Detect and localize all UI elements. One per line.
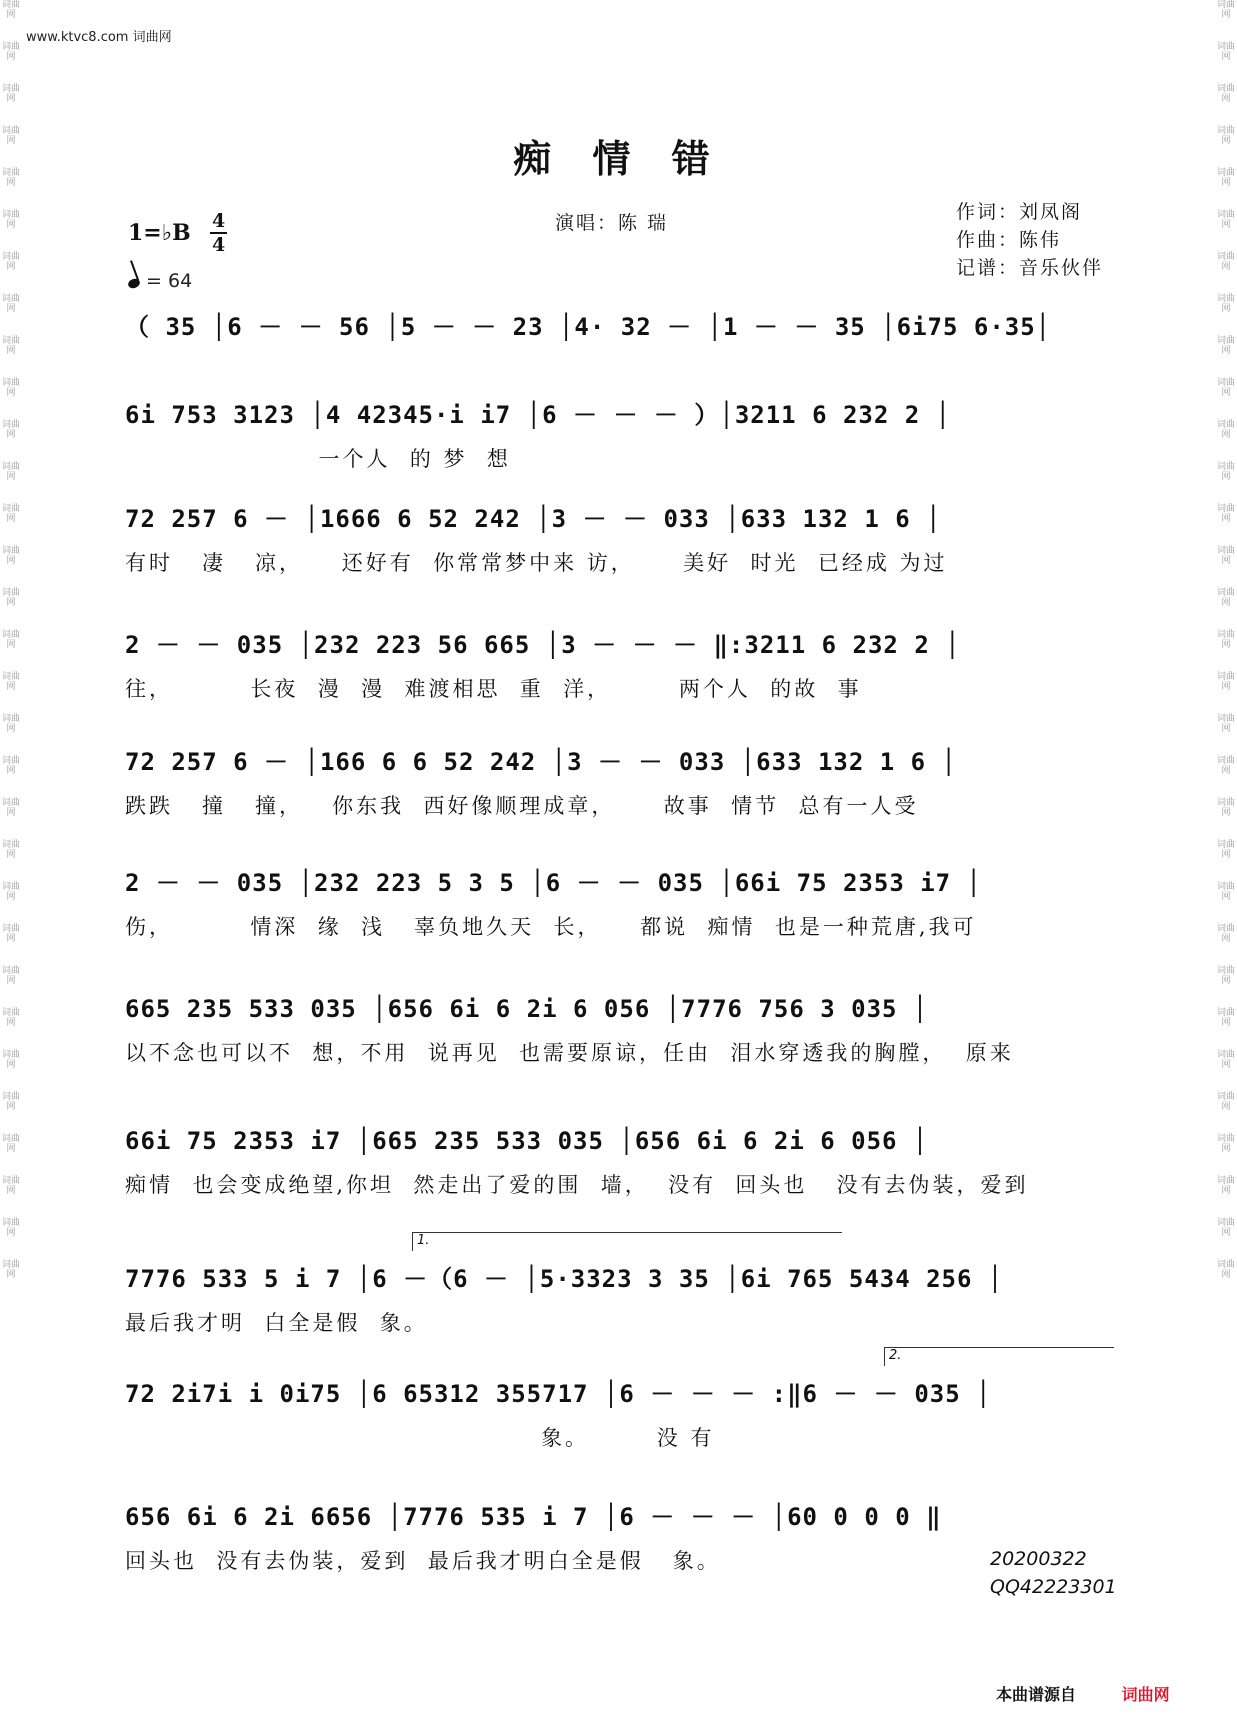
lyric-line: 往， 长夜 漫 漫 难渡相思 重 洋， 两个人 的故 事 bbox=[125, 677, 862, 701]
notation-line: 72 257 6 － │166 6 6 52 242 │3 － － 033 │633 132 1 6 │ bbox=[125, 748, 958, 776]
score-row-10 bbox=[125, 1377, 1120, 1453]
score-row-11 bbox=[125, 1500, 1120, 1576]
lyric-line: 伤， 情深 缘 浅 辜负地久天 长， 都说 痴情 也是一种荒唐,我可 bbox=[125, 915, 977, 939]
notation-line: 6i 753 3123 │4 42345·i i7 │6 － － － ）│3211 6 232 2 │ bbox=[125, 401, 952, 429]
right-watermark-strip: 词曲网 词曲网 词曲网 词曲网 词曲网 词曲网 词曲网 词曲网 词曲网 词曲网 词曲网 词曲网 词曲网 词曲网 词曲网 词曲网 词曲网 词曲网 词曲网 词曲网 词曲网 词曲网 词曲网 词曲网 词曲网 词曲网 词曲网 词曲网 词曲网 词曲网 词曲网 bbox=[1217, 0, 1235, 1280]
notation-line: 72 257 6 － │1666 6 52 242 │3 － － 033 │633 132 1 6 │ bbox=[125, 505, 942, 533]
footer-brand-link[interactable]: 词曲网 bbox=[1121, 1685, 1170, 1704]
notation-line: 2 － － 035 │232 223 56 665 │3 － － － ‖:3211 6 232 2 │ bbox=[125, 631, 961, 659]
lyric-line: 痴情 也会变成绝望,你坦 然走出了爱的围 墙， 没有 回头也 没有去伪装，爱到 bbox=[125, 1173, 1029, 1197]
meter-top: 4 bbox=[212, 210, 226, 232]
site-header bbox=[26, 26, 172, 45]
quarter-note-icon bbox=[127, 277, 141, 290]
tempo-marking bbox=[128, 270, 192, 292]
lyric-line: 一个人 的 梦 想 bbox=[125, 447, 511, 471]
score-row-7 bbox=[125, 992, 1120, 1068]
volta-second-ending: 2. bbox=[884, 1347, 1114, 1366]
notation-line: 665 235 533 035 │656 6i 6 2i 6 056 │7776 756 3 035 │ bbox=[125, 995, 929, 1023]
lyric-line: 象。 没 有 bbox=[125, 1426, 715, 1450]
notation-line: 72 2i7i i 0i75 │6 65312 355717 │6 － － － :‖6 － － 035 │ bbox=[125, 1380, 992, 1408]
lyricist: 作词：刘凤阁 bbox=[956, 201, 1083, 223]
singer: 演唱：陈 瑞 bbox=[555, 212, 669, 234]
score-row-3 bbox=[125, 502, 1120, 578]
site-url: www.ktvc8.com bbox=[26, 30, 129, 45]
meter-bottom: 4 bbox=[212, 234, 226, 256]
score-row-4 bbox=[125, 628, 1120, 704]
left-watermark-strip: 词曲网 词曲网 词曲网 词曲网 词曲网 词曲网 词曲网 词曲网 词曲网 词曲网 词曲网 词曲网 词曲网 词曲网 词曲网 词曲网 词曲网 词曲网 词曲网 词曲网 词曲网 词曲网 词曲网 词曲网 词曲网 词曲网 词曲网 词曲网 词曲网 词曲网 词曲网 bbox=[2, 0, 20, 1280]
time-signature bbox=[210, 210, 227, 256]
lyric-line: 有时 凄 凉， 还好有 你常常梦中来 访， 美好 时光 已经成 为过 bbox=[125, 551, 948, 575]
score-row-2 bbox=[125, 398, 1120, 474]
site-name: 词曲网 bbox=[132, 30, 172, 45]
notation-line: 7776 533 5 i 7 │6 －（6 － │5·3323 3 35 │6i 765 5434 256 │ bbox=[125, 1265, 1004, 1293]
date-line: 20200322 bbox=[990, 1548, 1087, 1570]
notation-line: 656 6i 6 2i 6656 │7776 535 i 7 │6 － － － │60 0 0 0 ‖ bbox=[125, 1503, 942, 1531]
score-row-6 bbox=[125, 866, 1120, 942]
score-row-9 bbox=[125, 1262, 1120, 1338]
tempo-value: = 64 bbox=[146, 270, 193, 292]
lyric-line: 回头也 没有去伪装，爱到 最后我才明白全是假 象。 bbox=[125, 1549, 721, 1573]
notation-line: 2 － － 035 │232 223 5 3 5 │6 － － 035 │66i 75 2353 i7 │ bbox=[125, 869, 983, 897]
credits bbox=[956, 198, 1103, 282]
notation-line: 66i 75 2353 i7 │665 235 533 035 │656 6i 6 2i 6 056 │ bbox=[125, 1127, 929, 1155]
notation-line: （ 35 │6 － － 56 │5 － － 23 │4· 32 － │1 － － 35 │6i75 6·35│ bbox=[125, 313, 1052, 341]
qq-line: QQ42223301 bbox=[990, 1576, 1117, 1598]
lyric-line: 跌跌 撞 撞， 你东我 西好像顺理成章， 故事 情节 总有一人受 bbox=[125, 794, 919, 818]
score-row-1 bbox=[125, 310, 1120, 386]
transcriber: 记谱：音乐伙伴 bbox=[956, 257, 1104, 279]
footer-source: 本曲谱源自 bbox=[996, 1685, 1077, 1704]
song-title: 痴 情 错 bbox=[513, 136, 724, 181]
transcription-date bbox=[990, 1545, 1117, 1601]
lyric-line: 以不念也可以不 想，不用 说再见 也需要原谅，任由 泪水穿透我的胸膛， 原来 bbox=[125, 1041, 1014, 1065]
footer-credit bbox=[996, 1682, 1170, 1705]
volta-first-ending: 1. bbox=[412, 1232, 842, 1251]
key-signature: 1=♭B bbox=[128, 220, 191, 246]
lyric-line bbox=[125, 356, 1120, 386]
score-row-8 bbox=[125, 1124, 1120, 1200]
lyric-line: 最后我才明 白全是假 象。 bbox=[125, 1311, 428, 1335]
score-row-5 bbox=[125, 745, 1120, 821]
composer: 作曲：陈伟 bbox=[956, 229, 1062, 251]
